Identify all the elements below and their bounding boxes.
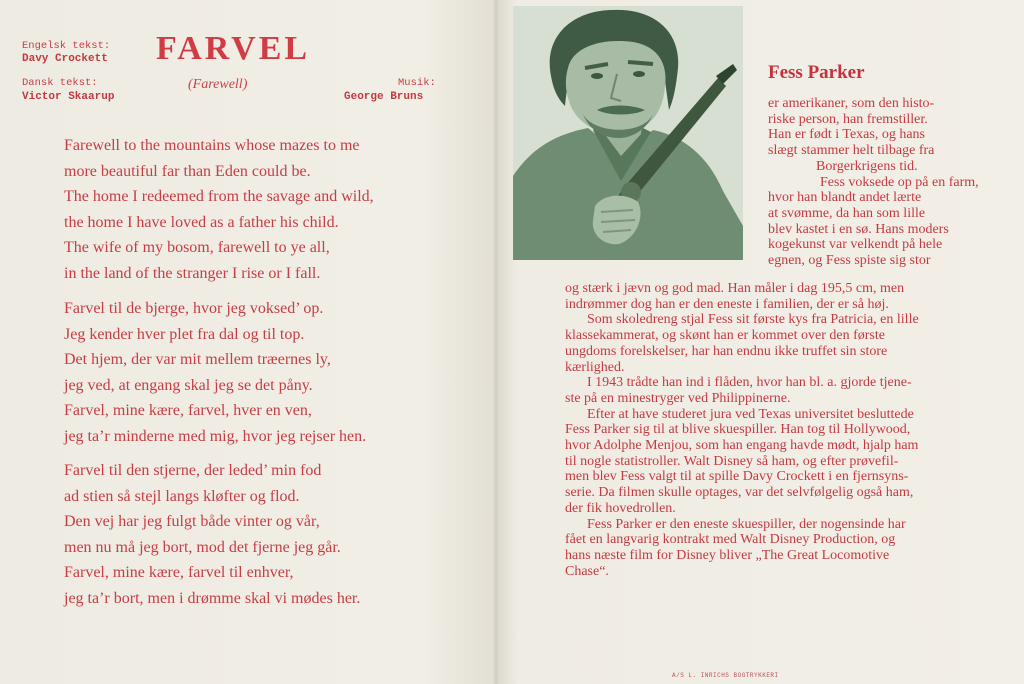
verse-line: Farvel til de bjerge, hvor jeg voksed’ op. [64,300,324,317]
verse-line: in the land of the stranger I rise or I fall. [64,264,321,282]
bio-line: Fess voksede op på en farm, [820,174,979,190]
song-subtitle: (Farewell) [188,77,248,92]
bio-line: egnen, og Fess spiste sig stor [768,253,931,269]
verse-line: Farewell to the mountains whose mazes to me [64,137,360,154]
bio-line: Som skoledreng stjal Fess sit første kys fra Patricia, en lille [587,312,919,328]
page-gutter [494,0,498,684]
bio-line: blev kastet i en sø. Hans moders [768,221,949,237]
verse-line: The wife of my bosom, farewell to ye all, [64,239,330,257]
verse-line: ad stien så stejl langs kløfter og flod. [64,487,300,505]
bio-line: at svømme, da han som lille [768,205,926,221]
bio-line: fået en langvarig kontrakt med Walt Disney Production, og [565,532,896,548]
verse-line: Farvel til den stjerne, der leded’ min fod [64,462,322,479]
danish-text-label: Dansk tekst: [22,77,98,89]
bio-line: hvor Adolphe Menjou, som han engang havde mødt, hjalp ham [565,438,919,454]
bio-line: hans næste film for Disney bliver „The Great Locomotive [565,547,890,563]
music-label: Musik: [398,77,436,89]
bio-text-wide [565,281,1010,579]
stanza-danish-1 [64,296,366,450]
danish-author: Victor Skaarup [22,91,115,103]
stanza-danish-2 [64,458,360,612]
bio-line: Fess Parker sig til at blive skuespiller. Han tog til Hollywood, [565,422,911,438]
verse-line: jeg ta’r bort, men i drømme skal vi mødes her. [64,589,361,607]
verse-line: men nu må jeg bort, mod det fjerne jeg går. [64,538,341,556]
verse-line: the home I have loved as a father his child. [64,213,339,231]
verse-line: Det hjem, der var mit mellem træernes ly, [64,351,331,369]
bio-line: kogekunst var velkendt på hele [768,237,943,253]
verse-line: jeg ved, at engang skal jeg se det påny. [64,376,313,394]
composer-name: George Bruns [344,91,424,103]
stanza-english [64,133,374,287]
portrait-photo [513,6,743,260]
bio-line: Efter at have studeret jura ved Texas universitet besluttede [587,406,914,422]
bio-line: indrømmer dog han er den eneste i familien, der er så høj. [565,296,889,312]
bio-line: og stærk i jævn og god mad. Han måler i dag 195,5 cm, men [565,281,905,296]
bio-line: serie. Da filmen skulle optages, var det selvfølgelig også ham, [565,485,914,501]
bio-heading: Fess Parker [768,62,865,83]
bio-line: der fik hovedrollen. [565,500,676,516]
song-title: FARVEL [156,30,311,67]
english-author: Davy Crockett [22,53,108,65]
english-text-label: Engelsk tekst: [22,40,111,52]
verse-line: Jeg kender hver plet fra dal og til top. [64,325,305,343]
verse-line: jeg ta’r minderne med mig, hvor jeg rejser hen. [64,427,367,445]
bio-line: Fess Parker er den eneste skuespiller, der nogensinde har [587,516,906,532]
bio-line: Chase“. [565,563,609,579]
bio-line: slægt stammer helt tilbage fra [768,143,935,159]
bio-line: I 1943 trådte han ind i flåden, hvor han bl. a. gjorde tjene- [587,375,912,391]
bio-line: Borgerkrigens tid. [816,158,918,174]
verse-line: more beautiful far than Eden could be. [64,162,311,180]
bio-line: riske person, han fremstiller. [768,111,928,127]
bio-line: ste på en minestryger ved Philippinerne. [565,390,791,406]
bio-line: ungdoms forelskelser, har han endnu ikke truffet sin store [565,343,888,359]
verse-line: The home I redeemed from the savage and wild, [64,188,374,206]
verse-line: Farvel, mine kære, farvel, hver en ven, [64,402,312,420]
bio-text-narrow [768,96,1012,269]
verse-line: Den vej har jeg fulgt både vinter og vår, [64,513,320,531]
portrait-illustration [513,6,743,260]
bio-line: kærlighed. [565,359,625,375]
verse-line: Farvel, mine kære, farvel til enhver, [64,564,294,582]
bio-line: Han er født i Texas, og hans [768,127,926,143]
bio-line: klassekammerat, og skønt han er kommet over den første [565,328,885,344]
bio-line: hvor han blandt andet lærte [768,190,922,206]
bio-line: er amerikaner, som den histo- [768,96,935,111]
bio-line: men blev Fess valgt til at spille Davy Crockett i en fjernsyns- [565,469,909,485]
printer-imprint: A/S L. INRICHS BOGTRYKKERI [672,672,779,679]
bio-line: til nogle statistroller. Walt Disney så ham, og efter prøvefil- [565,453,899,469]
